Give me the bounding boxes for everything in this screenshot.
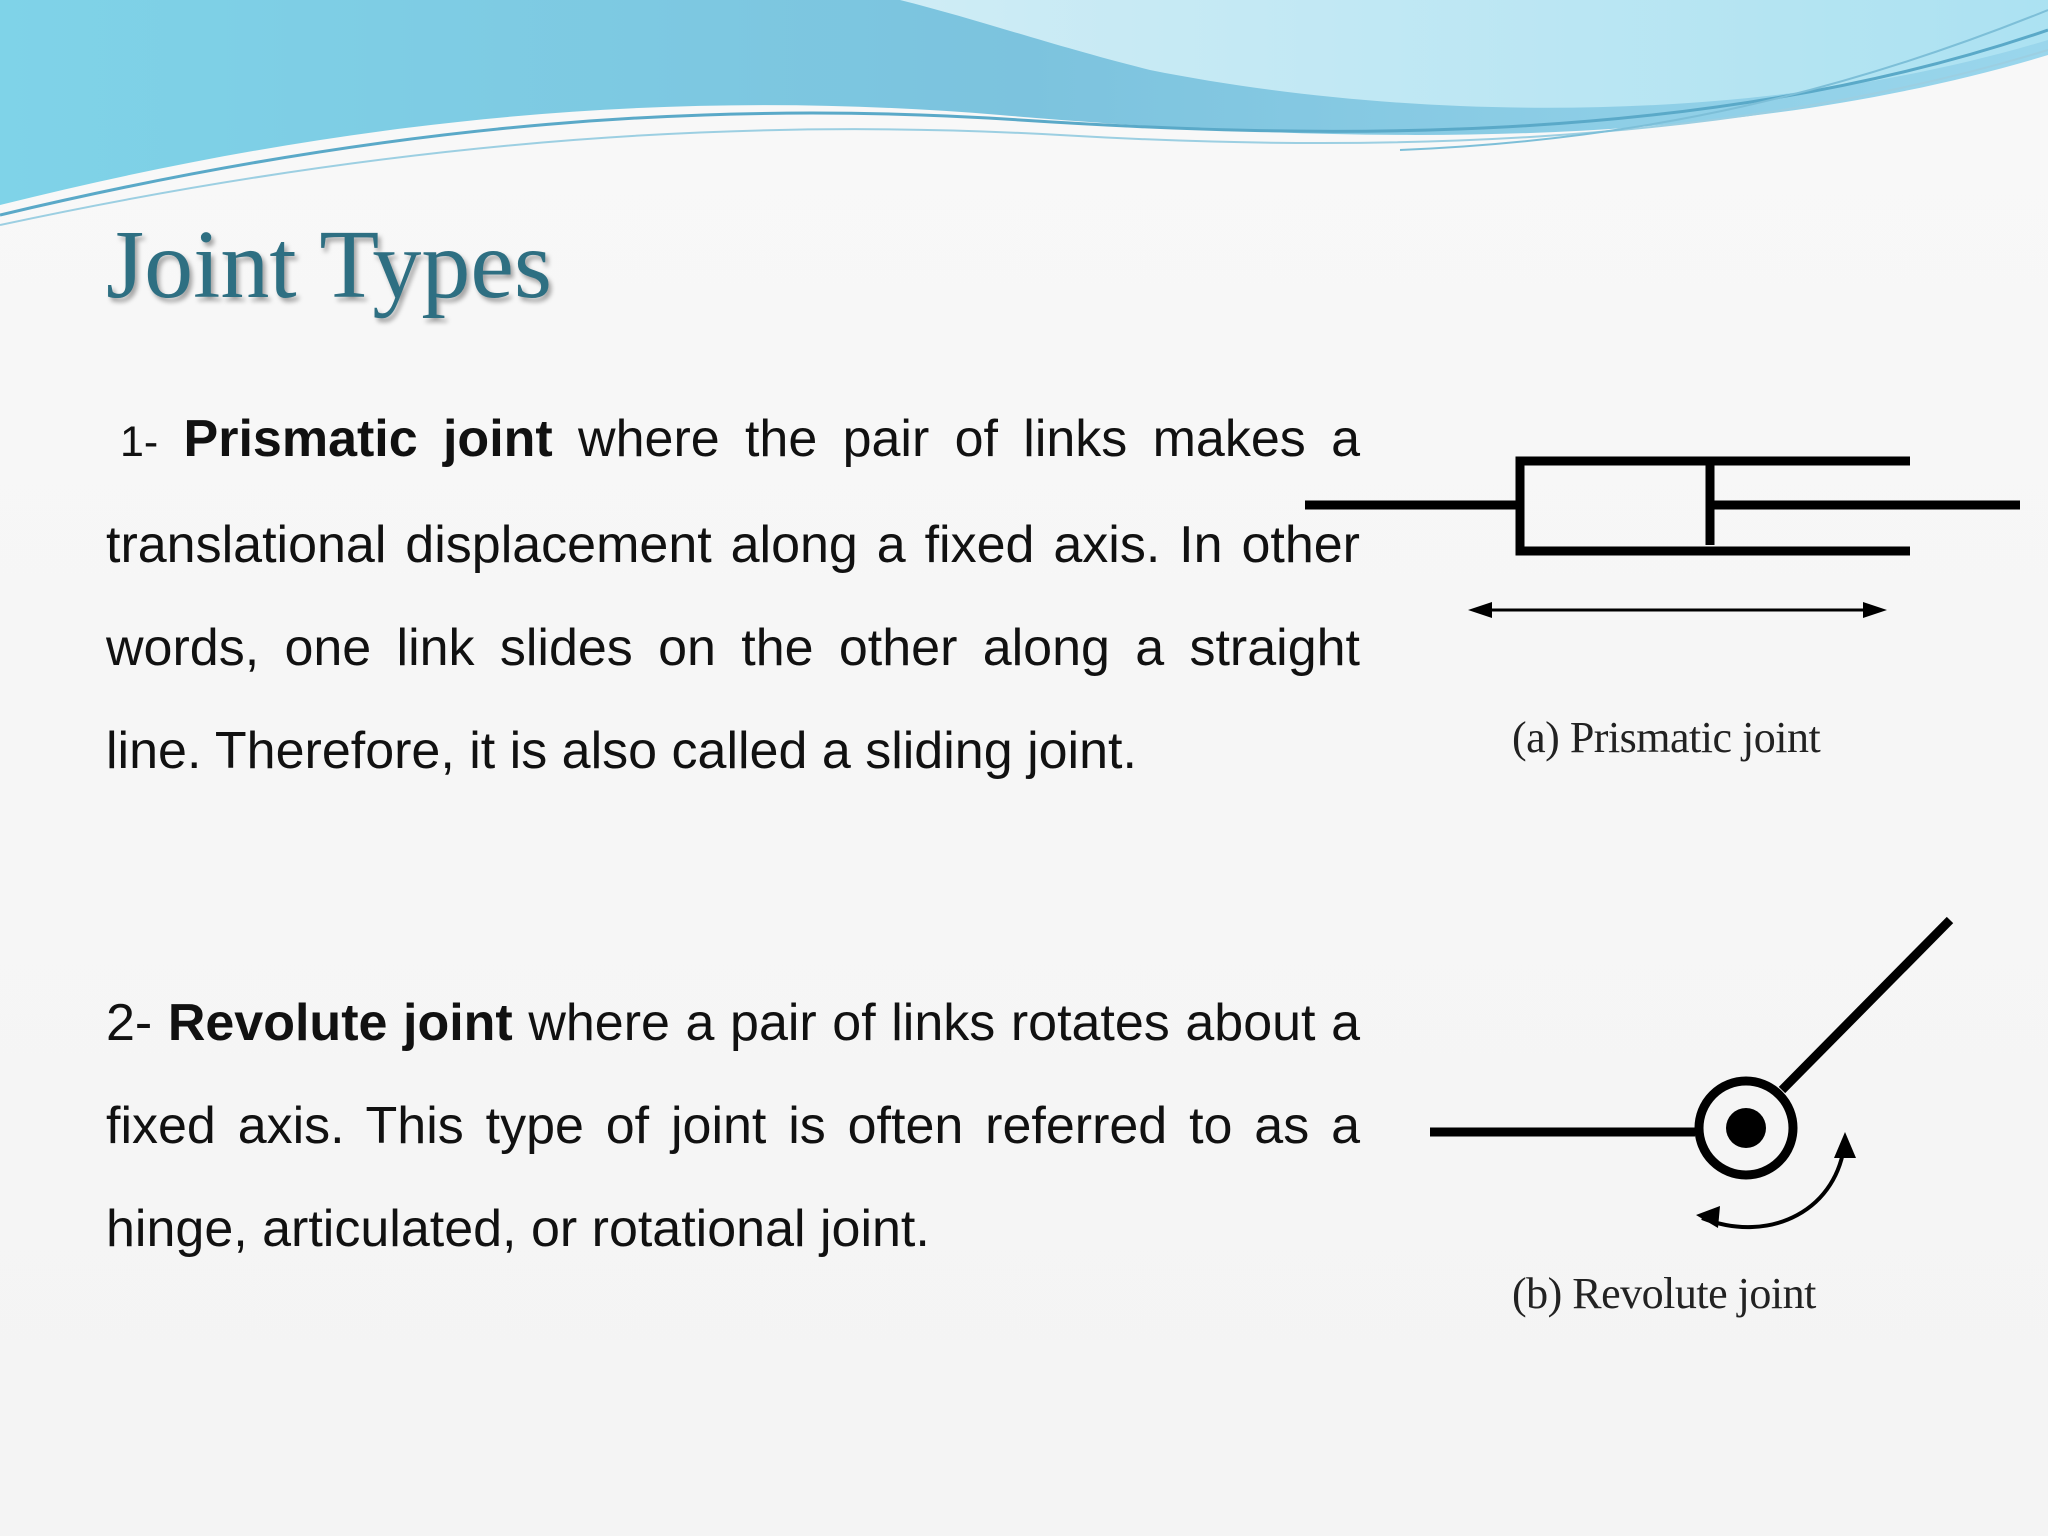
revolute-paragraph: [106, 972, 1360, 1281]
prismatic-caption: (a) Prismatic joint: [1512, 713, 1821, 762]
header-wave-decoration: [0, 0, 2048, 240]
section-text: where the pair of links makes a translational displacement along a fixed axis. In other words, one link slides on the other along a straight line. Therefore, it is also called a sliding joint.: [106, 410, 1361, 780]
prismatic-paragraph: [106, 388, 1360, 803]
section-term: Revolute joint: [167, 994, 513, 1052]
section-term: Prismatic joint: [183, 410, 553, 468]
revolute-caption: (b) Revolute joint: [1512, 1269, 1816, 1318]
section-text: where a pair of links rotates about a fixed axis. This type of joint is often referred to as a hinge, articulated, or rotational joint.: [106, 994, 1360, 1258]
section-number: 1-: [120, 418, 159, 466]
section-number: 2-: [106, 994, 153, 1052]
revolute-joint-diagram-icon: [1420, 910, 1980, 1250]
slide-title: Joint Types: [106, 211, 552, 319]
prismatic-joint-diagram-icon: [1300, 445, 2030, 645]
